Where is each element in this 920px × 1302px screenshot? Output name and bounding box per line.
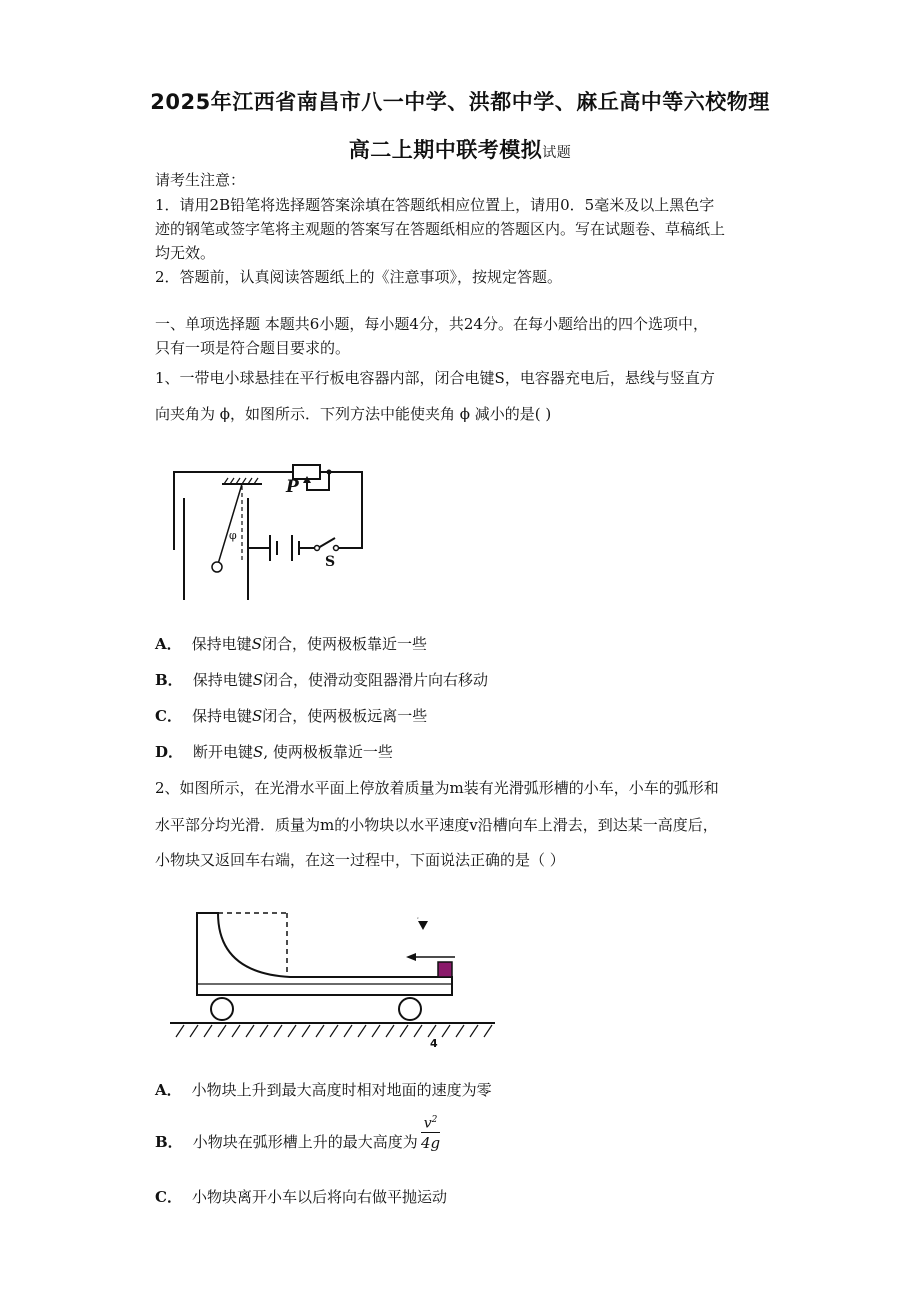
- option-letter: B．: [155, 671, 183, 689]
- option-variable: S: [251, 635, 262, 653]
- section-heading: 只有一项是符合题目要求的。: [155, 339, 351, 357]
- option-text: 闭合，使滑动变阻器滑片向右移动: [262, 671, 488, 689]
- fraction-exponent: 2: [431, 1114, 438, 1125]
- notice-heading: 请考生注意：: [155, 171, 246, 189]
- option-text: 断开电键: [193, 743, 254, 761]
- section-heading: 一、单项选择题 本题共6小题，每小题4分，共24分。在每小题给出的四个选项中，: [155, 315, 708, 333]
- rheostat-slider-label: P: [286, 477, 299, 497]
- page-title-main: 高二上期中联考模拟: [348, 138, 543, 162]
- option-text: 保持电键: [192, 671, 253, 689]
- page-title-line2: [0, 134, 920, 164]
- notice-line: 均无效。: [155, 244, 216, 262]
- option-text: 小物块上升到最大高度时相对地面的速度为零: [191, 1081, 492, 1099]
- option-text: , 使两极板靠近一些: [263, 743, 393, 761]
- option-text: 闭合，使两极板靠近一些: [261, 635, 427, 653]
- option-letter: C．: [155, 1188, 182, 1206]
- velocity-label: v: [417, 916, 419, 920]
- question-2-option-b[interactable]: [155, 1114, 441, 1153]
- notice-line: 1．请用2B铅笔将选择题答案涂填在答题纸相应位置上，请用0．5毫米及以上黑色字: [155, 196, 715, 214]
- notice-line: 迹的钢笔或签字笔将主观题的答案写在答题纸相应的答题区内。写在试题卷、草稿纸上: [155, 220, 726, 238]
- fraction-denominator: 4g: [420, 1134, 441, 1153]
- option-text: 闭合，使两极板远离一些: [262, 707, 428, 725]
- question-1-stem: 向夹角为 ϕ，如图所示．下列方法中能使夹角 ϕ 减小的是( ): [155, 405, 552, 423]
- height-fraction: [421, 1111, 441, 1154]
- question-1-option-b[interactable]: [155, 670, 488, 690]
- option-letter: A．: [155, 1081, 182, 1099]
- question-2-stem: 小物块又返回车右端，在这一过程中，下面说法正确的是（ ）: [155, 851, 565, 869]
- question-1-option-d[interactable]: [155, 742, 393, 762]
- angle-label: φ: [229, 529, 237, 542]
- question-2-option-c[interactable]: [155, 1187, 447, 1207]
- page-title-line1: 2025年江西省南昌市八一中学、洪都中学、麻丘高中等六校物理: [150, 90, 770, 114]
- switch-label: S: [325, 554, 336, 570]
- option-variable: S: [253, 743, 264, 761]
- question-1-option-c[interactable]: [155, 706, 427, 726]
- option-text: 保持电键: [191, 635, 252, 653]
- page-title-suffix: 试题: [542, 145, 572, 161]
- option-text: 保持电键: [191, 707, 252, 725]
- notice-line: 2．答题前，认真阅读答题纸上的《注意事项》，按规定答题。: [155, 268, 563, 286]
- option-text: 小物块在弧形槽上升的最大高度为: [192, 1133, 418, 1151]
- question-1-option-a[interactable]: [155, 634, 427, 654]
- figure-number-label: 4: [430, 1037, 438, 1050]
- question-1-stem: 1、一带电小球悬挂在平行板电容器内部，闭合电键S，电容器充电后，悬线与竖直方: [155, 369, 715, 387]
- option-letter: D．: [155, 743, 184, 761]
- option-variable: S: [251, 707, 263, 725]
- cart-figure: [170, 905, 500, 1050]
- option-letter: C．: [155, 707, 182, 725]
- option-text: 小物块离开小车以后将向右做平抛运动: [191, 1188, 447, 1206]
- question-2-option-a[interactable]: [155, 1080, 492, 1100]
- question-2-stem: 水平部分均光滑．质量为m的小物块以水平速度v沿槽向车上滑去，到达某一高度后，: [155, 816, 718, 834]
- option-letter: B．: [155, 1133, 183, 1151]
- fraction-numerator: v: [423, 1115, 432, 1132]
- capacitor-circuit-figure: [160, 450, 370, 610]
- option-letter: A．: [155, 635, 182, 653]
- question-2-stem: 2、如图所示，在光滑水平面上停放着质量为m装有光滑弧形槽的小车，小车的弧形和: [155, 779, 719, 797]
- option-variable: S: [252, 671, 263, 689]
